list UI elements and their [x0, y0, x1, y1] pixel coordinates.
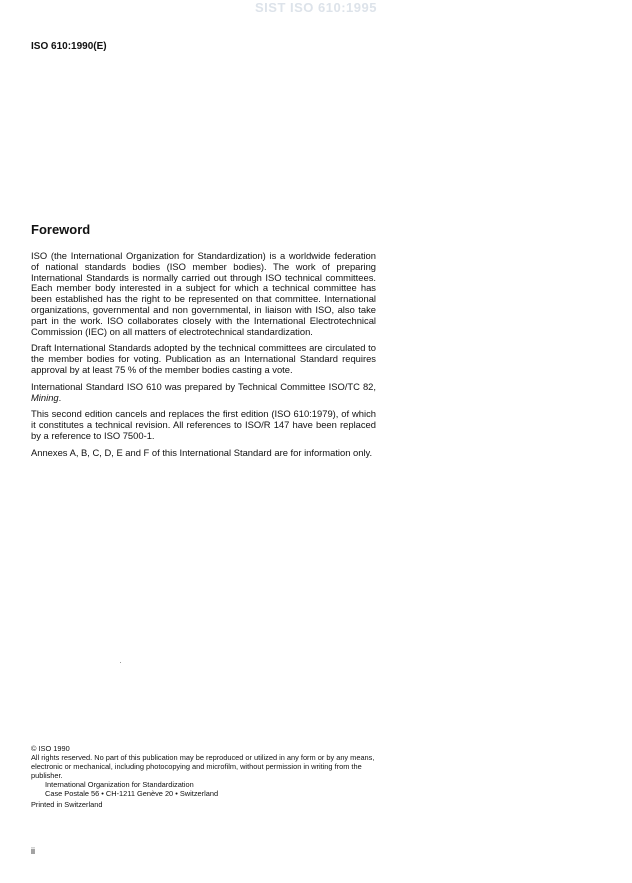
foreword-heading: Foreword — [31, 222, 91, 237]
foreword-paragraph-2: Draft International Standards adopted by the technical committees are circulated to the member bodies for voting. Publication as an International Standard requires approval by at least 75 % of the member bodies casting a vote. — [31, 342, 376, 375]
copyright-line: © ISO 1990 — [31, 744, 70, 753]
document-identifier: ISO 610:1990(E) — [31, 41, 107, 52]
printed-in: Printed in Switzerland — [31, 800, 103, 810]
paragraph-3-end: . — [58, 391, 62, 403]
copyright-block — [31, 745, 391, 810]
stray-dot — [120, 662, 121, 663]
foreword-body — [31, 251, 376, 465]
foreword-paragraph-4: This second edition cancels and replaces the first edition (ISO 610:1979), of which it constitutes a technical revision. All references to ISO/R 147 have been replaced by a reference to ISO 7500-1. — [31, 408, 376, 441]
rights-notice: All rights reserved. No part of this publication may be reproduced or utilized in any form or by any means, electronic or mechanical, including photocopying and microfilm, without permission in writing from the publisher. — [31, 752, 375, 780]
organization-address: Case Postale 56 • CH-1211 Genève 20 • Switzerland — [45, 788, 219, 798]
watermark: SIST ISO 610:1995 — [255, 0, 377, 15]
paragraph-3-text: International Standard ISO 610 was prepared by Technical Committee ISO/TC 82, — [31, 380, 376, 392]
committee-name: Mining — [31, 391, 59, 403]
foreword-paragraph-3 — [31, 382, 376, 404]
foreword-paragraph-5: Annexes A, B, C, D, E and F of this International Standard are for information only. — [31, 446, 373, 458]
foreword-paragraph-1: ISO (the International Organization for Standardization) is a worldwide federation of national standards bodies (ISO member bodies). The work of preparing International Standards is normally carried out through ISO technical committees. Each member body interested in a subject for which a technical committee has been established has the right to be represented on that committee. International organizations, governmental and non governmental, in liaison with ISO, also take part in the work. ISO collaborates closely with the International Electrotechnical Commission (IEC) on all matters of electrotechnical standardization. — [31, 250, 376, 337]
organization-name: International Organization for Standardization — [45, 779, 194, 789]
page-number: ii — [31, 846, 35, 856]
